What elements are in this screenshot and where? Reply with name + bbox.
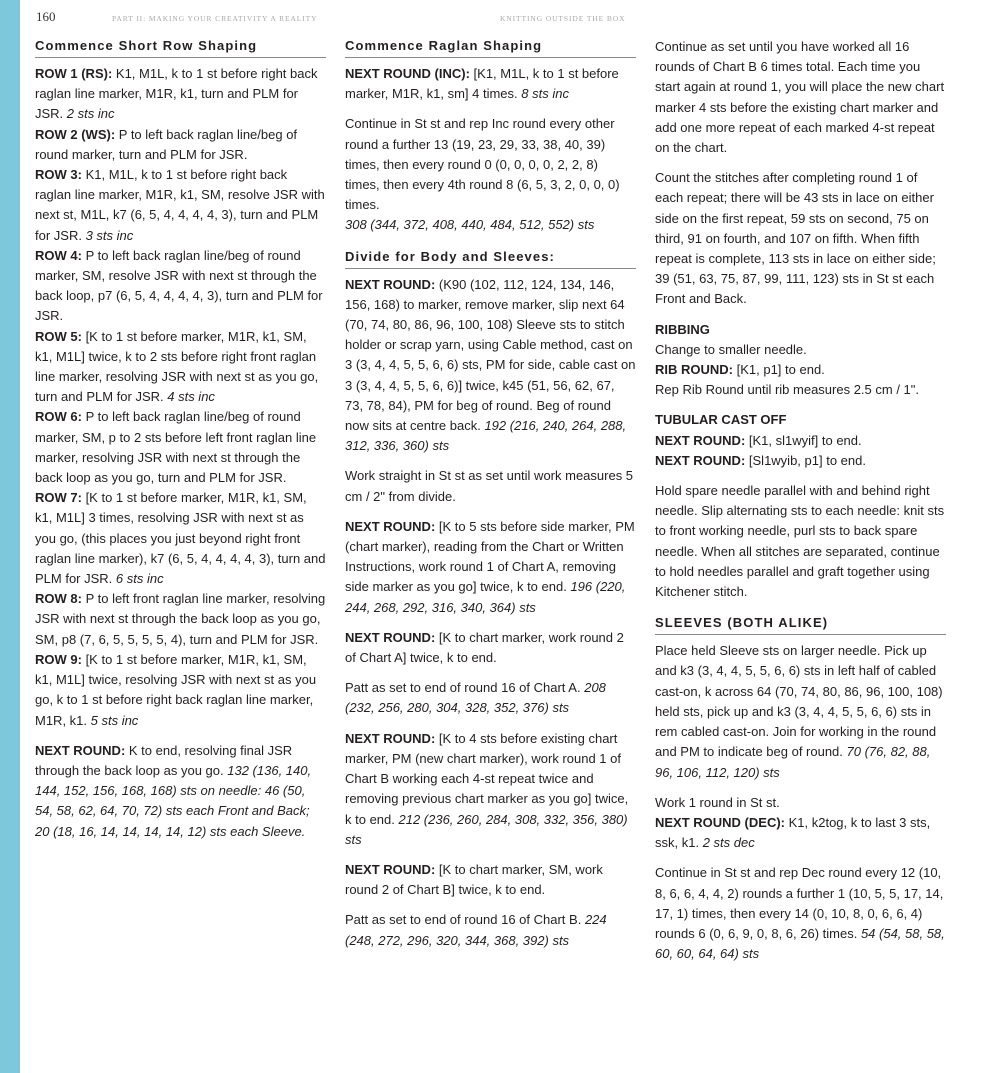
section-heading-sleeves: SLEEVES (BOTH ALIKE) — [655, 614, 946, 635]
sleeve-dec-round: NEXT ROUND (DEC): K1, k2tog, k to last 3 sts, ssk, k1. 2 sts dec — [655, 814, 931, 851]
side-color-bar — [0, 0, 20, 1073]
place-marker-chart-a: NEXT ROUND: [K to 5 sts before side marker, PM (chart marker), reading from the Chart or Written Instructions, work round 1 of Chart A, removing side marker as you go] twice, k to end. 196 (220, 244, 268, 292, 316, 340, 364) sts — [345, 518, 635, 615]
continue-chart-b: Continue as set until you have worked all 16 rounds of Chart B 6 times total. Each time you start again at round 1, you will place the new chart marker 4 sts before the existing chart marker and add one more repeat of each marked 4-st repeat on the chart. — [655, 39, 945, 156]
rib-round: RIB ROUND: [K1, p1] to end. — [655, 362, 825, 378]
section-heading-raglan: Commence Raglan Shaping — [345, 37, 636, 58]
round-2-chart-b: NEXT ROUND: [K to chart marker, SM, work round 2 of Chart B] twice, k to end. — [345, 861, 603, 898]
column-3 — [655, 37, 946, 964]
section-heading-short-row: Commence Short Row Shaping — [35, 37, 326, 58]
column-2 — [345, 37, 636, 951]
tubular-round-1: NEXT ROUND: [K1, sl1wyif] to end. — [655, 432, 862, 448]
page-number: 160 — [36, 9, 56, 24]
ribbing-heading: RIBBING — [655, 321, 710, 337]
row-8: ROW 8: P to left front raglan line marker, resolving JSR with next st through the back loop as you go, SM, p8 (7, 6, 5, 5, 5, 5, 4), turn and PLM for JSR. — [35, 591, 326, 647]
column-1 — [35, 37, 326, 842]
section-heading-divide: Divide for Body and Sleeves: — [345, 248, 636, 269]
tubular-round-2: NEXT ROUND: [Sl1wyib, p1] to end. — [655, 452, 866, 468]
row-6: ROW 6: P to left back raglan line/beg of round marker, SM, p to 2 sts before left front raglan line marker, resolving JSR with next st through the back loop as you go, turn and PLM for JSR. — [35, 409, 317, 486]
row-4: ROW 4: P to left back raglan line/beg of round marker, SM, resolve JSR with next st through the back loop, p7 (6, 5, 4, 4, 4, 4, 3), turn and PLM for JSR. — [35, 247, 323, 324]
row-7: ROW 7: [K to 1 st before marker, M1R, k1, SM, k1, M1L] 3 times, resolving JSR with next st as you go, (this places you just beyond right front raglan line marker), k7 (6, 5, 4, 4, 4, 4, 3), turn and PLM for JSR. 6 sts inc — [35, 490, 326, 587]
row-3: ROW 3: K1, M1L, k to 1 st before right back raglan line marker, M1R, k1, SM, resolve JSR with next st, M1L, k7 (6, 5, 4, 4, 4, 4, 3), turn and PLM for JSR. 3 sts inc — [35, 167, 325, 243]
row-9: ROW 9: [K to 1 st before marker, M1R, k1, SM, k1, M1L] twice, resolving JSR with next st as you go, k to 1 st before right back raglan line marker, M1R, k1. 5 sts inc — [35, 651, 317, 728]
tubular-heading: TUBULAR CAST OFF — [655, 412, 787, 428]
place-marker-chart-b: NEXT ROUND: [K to 4 sts before existing chart marker, PM (new chart marker), work round 1 of Chart B working each 4-st repeat twice and removing previous chart marker as you go] twice, k to end. 212 (236, 260, 284, 308, 332, 356, 380) sts — [345, 730, 629, 847]
row-1: ROW 1 (RS): K1, M1L, k to 1 st before right back raglan line marker, M1R, k1, turn and PLM for JSR. 2 sts inc — [35, 66, 318, 122]
inc-round: NEXT ROUND (INC): [K1, M1L, k to 1 st before marker, M1R, k1, sm] 4 times. 8 sts inc — [345, 66, 619, 102]
patt-chart-b: Patt as set to end of round 16 of Chart B. 224 (248, 272, 296, 320, 344, 368, 392) sts — [345, 912, 607, 948]
sleeve-continue: Continue in St st and rep Dec round every 12 (10, 8, 6, 6, 4, 4, 2) rounds a further 1 (10, 5, 5, 17, 14, 17, 1) times, then every 14 (0, 10, 8, 0, 6, 6, 4) rounds 6 (0, 6, 9, 0, 8, 6, 26) times. 54 (54, 58, 58, 60, 60, 64, 64) sts — [655, 865, 945, 962]
patt-chart-a: Patt as set to end of round 16 of Chart A. 208 (232, 256, 280, 304, 328, 352, 376) sts — [345, 680, 606, 716]
sleeve-work-round: Work 1 round in St st. — [655, 794, 780, 810]
ribbing-needle: Change to smaller needle. — [655, 341, 807, 357]
next-round-final: NEXT ROUND: K to end, resolving final JSR through the back loop as you go. 132 (136, 140, 144, 152, 156, 168, 168) sts on needle: 46 (50, 54, 58, 62, 64, 70, 72) sts each Front and Back; 20 (18, 16, 14, 14, 14, 14, 12) sts each Sleeve. — [35, 742, 312, 839]
kitchener-instructions: Hold spare needle parallel with and behind right needle. Slip alternating sts to each needle: knit sts to front working needle, purl sts to back spare needle. When all stitches are separated, continue to hold needles parallel and graft together using Kitchener stitch. — [655, 483, 945, 600]
running-head-book: KNITTING OUTSIDE THE BOX — [500, 14, 626, 23]
count-stitches: Count the stitches after completing round 1 of each repeat; there will be 43 sts in lace on either side on the first repeat, 59 sts on second, 75 on third, 91 on fourth, and 107 on fifth. When fifth repeat is complete, 113 sts in lace on either side; 39 (51, 63, 75, 87, 99, 111, 123) sts in St st each Front and Back. — [655, 170, 936, 307]
row-2: ROW 2 (WS): P to left back raglan line/beg of round marker, turn and PLM for JSR. — [35, 126, 298, 162]
row-5: ROW 5: [K to 1 st before marker, M1R, k1, SM, k1, M1L] twice, k to 2 sts before right front raglan line marker, resolving JSR with next st as you go, turn and PLM for JSR. 4 sts inc — [35, 328, 319, 405]
raglan-continue: Continue in St st and rep Inc round every other round a further 13 (19, 23, 29, 33, 38, 40, 39) times, then every round 0 (0, 0, 0, 0, 2, 2, 8) times, then every 4th round 8 (6, 5, 3, 2, 0, 0, 0) times. 308 (344, 372, 408, 440, 484, 512, 552) sts — [345, 116, 620, 233]
rib-repeat: Rep Rib Round until rib measures 2.5 cm / 1". — [655, 382, 920, 398]
round-2-chart-a: NEXT ROUND: [K to chart marker, work round 2 of Chart A] twice, k to end. — [345, 629, 624, 666]
running-head-part: PART II: MAKING YOUR CREATIVITY A REALITY — [112, 14, 318, 23]
sleeve-pickup: Place held Sleeve sts on larger needle. Pick up and k3 (3, 4, 4, 5, 5, 6, 6) sts in left half of cabled cast-on, k across 64 (70, 74, 80, 86, 96, 100, 108) held sts, pick up and k3 (3, 4, 4, 5, 5, 6, 6) sts in rem cabled cast-on. Join for working in the round and PM to indicate beg of round. 70 (76, 82, 88, 96, 106, 112, 120) sts — [655, 643, 943, 780]
work-straight: Work straight in St st as set until work measures 5 cm / 2" from divide. — [345, 468, 634, 504]
divide-round: NEXT ROUND: (K90 (102, 112, 124, 134, 146, 156, 168) to marker, remove marker, slip next 64 (70, 74, 80, 86, 96, 100, 108) Sleeve sts to stitch holder or scrap yarn, using Cable method, cast on 3 (3, 4, 4, 5, 5, 6, 6) sts, PM for side, cable cast on 3 (3, 4, 4, 5, 5, 6, 6)] twice, k45 (51, 56, 62, 67, 73, 78, 84), PM for beg of round. Beg of round now sits at centre back. 192 (216, 240, 264, 288, 312, 336, 360) sts — [345, 276, 636, 454]
